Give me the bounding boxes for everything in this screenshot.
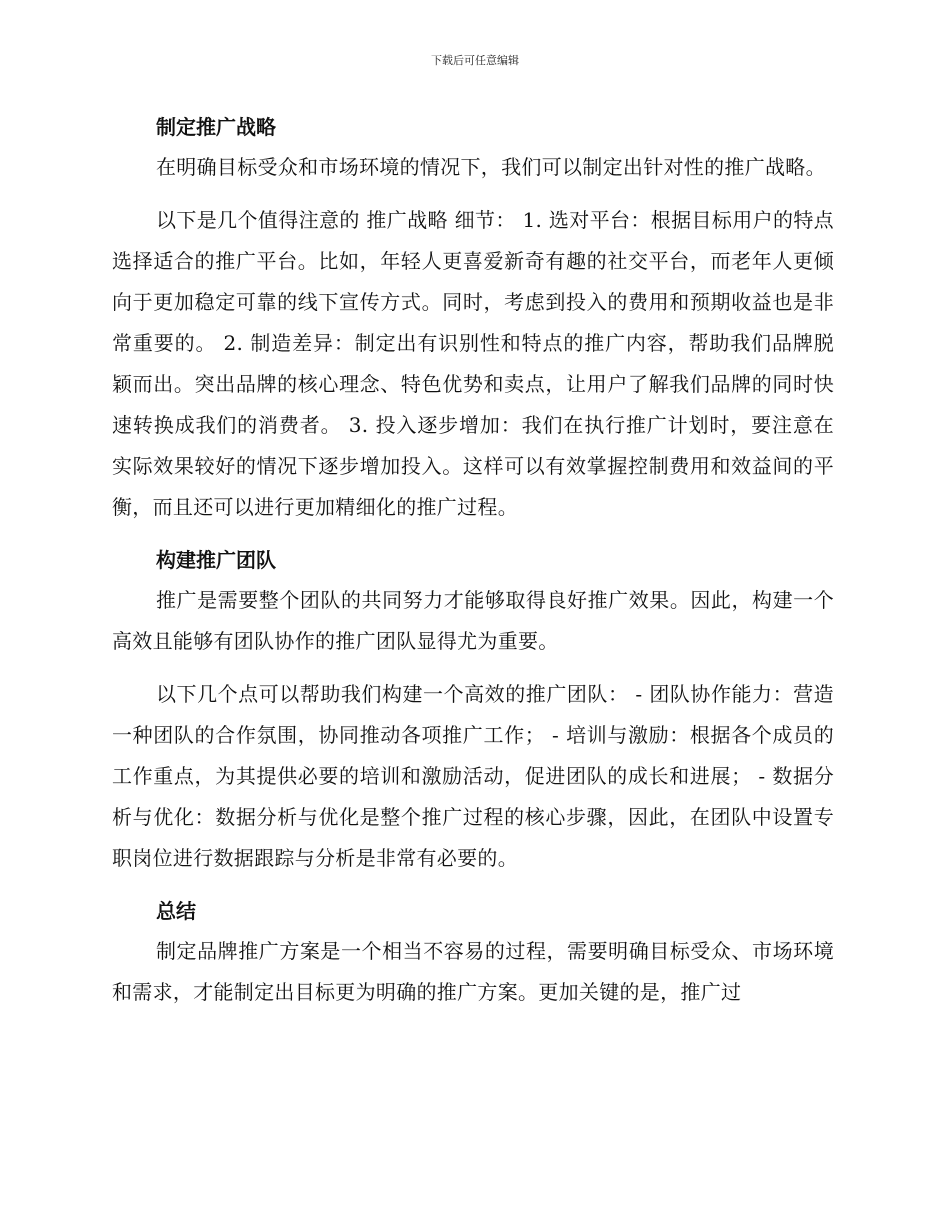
paragraph-strategy-intro: 在明确目标受众和市场环境的情况下，我们可以制定出针对性的推广战略。 — [156, 155, 826, 179]
document-body — [112, 107, 834, 1023]
page-header-note: 下载后可任意编辑 — [431, 54, 519, 67]
section-heading-strategy: 制定推广战略 — [156, 115, 276, 139]
paragraph-strategy-details: 以下是几个值得注意的 推广战略 细节： 1. 选对平台：根据目标用户的特点选择适合的推广平台。比如，年轻人更喜爱新奇有趣的社交平台，而老年人更倾向于更加稳定可靠的线下宣传方式。同时，考虑到投入的费用和预期收益也是非常重要的。 2. 制造差异：制定出有识别性和特点的推广内容，帮助我们品牌脱颖而出。突出品牌的核心理念、特色优势和卖点，让用户了解我们品牌的同时快速转换成我们的消费者。 3. 投入逐步增加：我们在执行推广计划时，要注意在实际效果较好的情况下逐步增加投入。这样可以有效掌握控制费用和效益间的平衡，而且还可以进行更加精细化的推广过程。 — [112, 208, 834, 519]
section-heading-summary: 总结 — [156, 899, 196, 923]
paragraph-team-details: 以下几个点可以帮助我们构建一个高效的推广团队： - 团队协作能力：营造一种团队的合作氛围，协同推动各项推广工作； - 培训与激励：根据各个成员的工作重点，为其提供必要的培训和激励活动，促进团队的成长和进展； - 数据分析与优化：数据分析与优化是整个推广过程的核心步骤，因此，在团队中设置专职岗位进行数据跟踪与分析是非常有必要的。 — [112, 682, 834, 870]
paragraph-team-intro: 推广是需要整个团队的共同努力才能够取得良好推广效果。因此，构建一个高效且能够有团队协作的推广团队显得尤为重要。 — [112, 588, 834, 653]
paragraph-summary: 制定品牌推广方案是一个相当不容易的过程，需要明确目标受众、市场环境和需求，才能制定出目标更为明确的推广方案。更加关键的是，推广过 — [112, 939, 834, 1004]
section-heading-team: 构建推广团队 — [156, 548, 276, 572]
